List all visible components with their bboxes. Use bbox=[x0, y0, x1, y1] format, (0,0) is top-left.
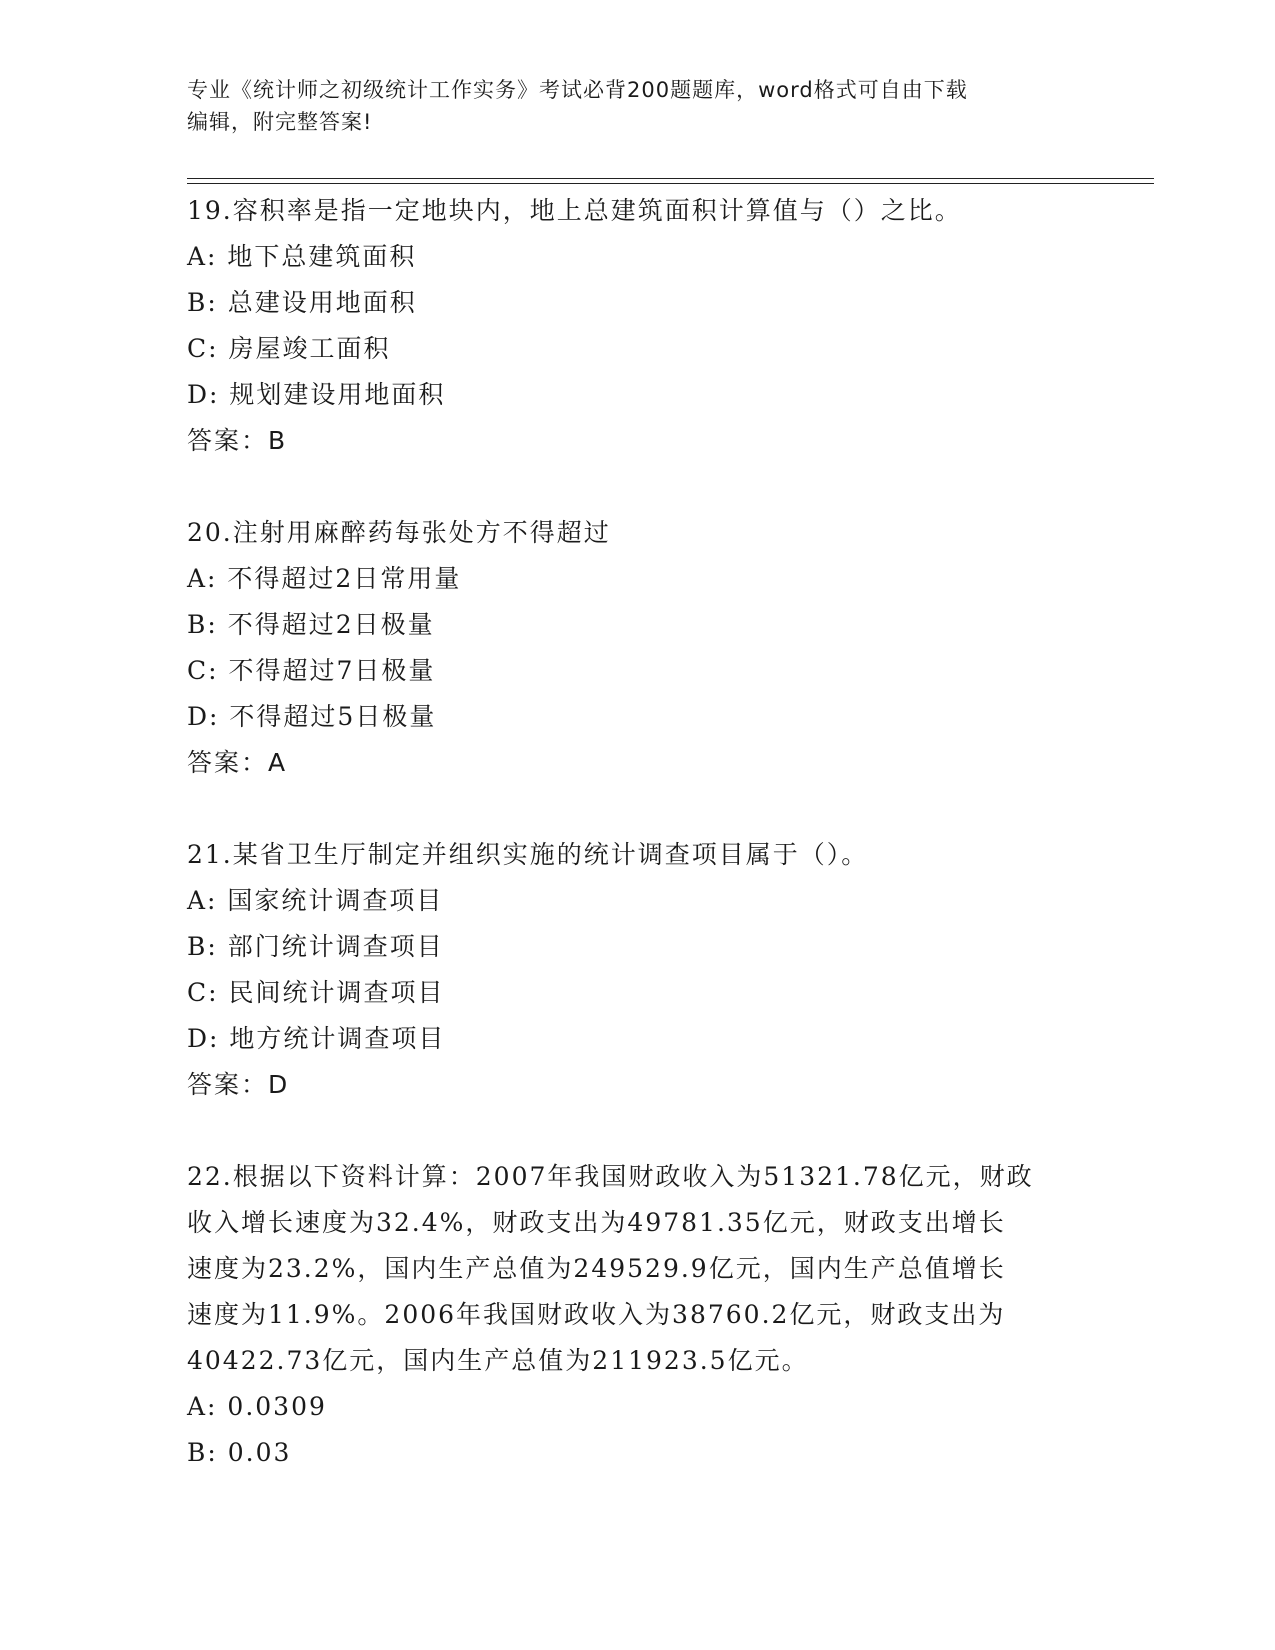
question-stem-line: 22.根据以下资料计算：2007年我国财政收入为51321.78亿元，财政 bbox=[187, 1162, 1034, 1191]
option-b: B: 0.03 bbox=[187, 1438, 292, 1467]
header-divider-top bbox=[187, 178, 1154, 179]
question-stem: 19.容积率是指一定地块内，地上总建筑面积计算值与（）之比。 bbox=[187, 196, 962, 225]
spacer bbox=[187, 786, 1087, 832]
document-header bbox=[187, 74, 1087, 138]
header-line-2: 编辑，附完整答案! bbox=[187, 110, 373, 134]
option-c: C: 民间统计调查项目 bbox=[187, 978, 445, 1007]
option-d: D: 地方统计调查项目 bbox=[187, 1024, 446, 1053]
option-a: A: 地下总建筑面积 bbox=[187, 242, 417, 271]
question-stem-line: 速度为23.2%，国内生产总值为249529.9亿元，国内生产总值增长 bbox=[187, 1254, 1006, 1283]
question-stem-line: 40422.73亿元，国内生产总值为211923.5亿元。 bbox=[187, 1346, 809, 1375]
option-d: D: 不得超过5日极量 bbox=[187, 702, 437, 731]
question-20 bbox=[187, 510, 1087, 786]
question-stem: 21.某省卫生厅制定并组织实施的统计调查项目属于（）。 bbox=[187, 840, 869, 869]
question-stem-line: 收入增长速度为32.4%，财政支出为49781.35亿元，财政支出增长 bbox=[187, 1208, 1006, 1237]
question-stem-line: 速度为11.9%。2006年我国财政收入为38760.2亿元，财政支出为 bbox=[187, 1300, 1006, 1329]
question-22 bbox=[187, 1154, 1087, 1476]
header-divider-bottom bbox=[187, 183, 1154, 184]
question-19 bbox=[187, 188, 1087, 464]
option-c: C: 房屋竣工面积 bbox=[187, 334, 391, 363]
header-line-1: 专业《统计师之初级统计工作实务》考试必背200题题库，word格式可自由下载 bbox=[187, 78, 968, 102]
answer-text: 答案：B bbox=[187, 426, 288, 455]
option-d: D: 规划建设用地面积 bbox=[187, 380, 446, 409]
option-b: B: 部门统计调查项目 bbox=[187, 932, 444, 961]
option-a: A: 国家统计调查项目 bbox=[187, 886, 444, 915]
question-list bbox=[187, 188, 1087, 1476]
option-a: A: 不得超过2日常用量 bbox=[187, 564, 462, 593]
option-c: C: 不得超过7日极量 bbox=[187, 656, 436, 685]
option-b: B: 不得超过2日极量 bbox=[187, 610, 435, 639]
answer-text: 答案：A bbox=[187, 748, 288, 777]
question-21 bbox=[187, 832, 1087, 1108]
question-stem: 20.注射用麻醉药每张处方不得超过 bbox=[187, 518, 611, 547]
spacer bbox=[187, 1108, 1087, 1154]
answer-text: 答案：D bbox=[187, 1070, 290, 1099]
spacer bbox=[187, 464, 1087, 510]
option-a: A: 0.0309 bbox=[187, 1392, 327, 1421]
option-b: B: 总建设用地面积 bbox=[187, 288, 417, 317]
